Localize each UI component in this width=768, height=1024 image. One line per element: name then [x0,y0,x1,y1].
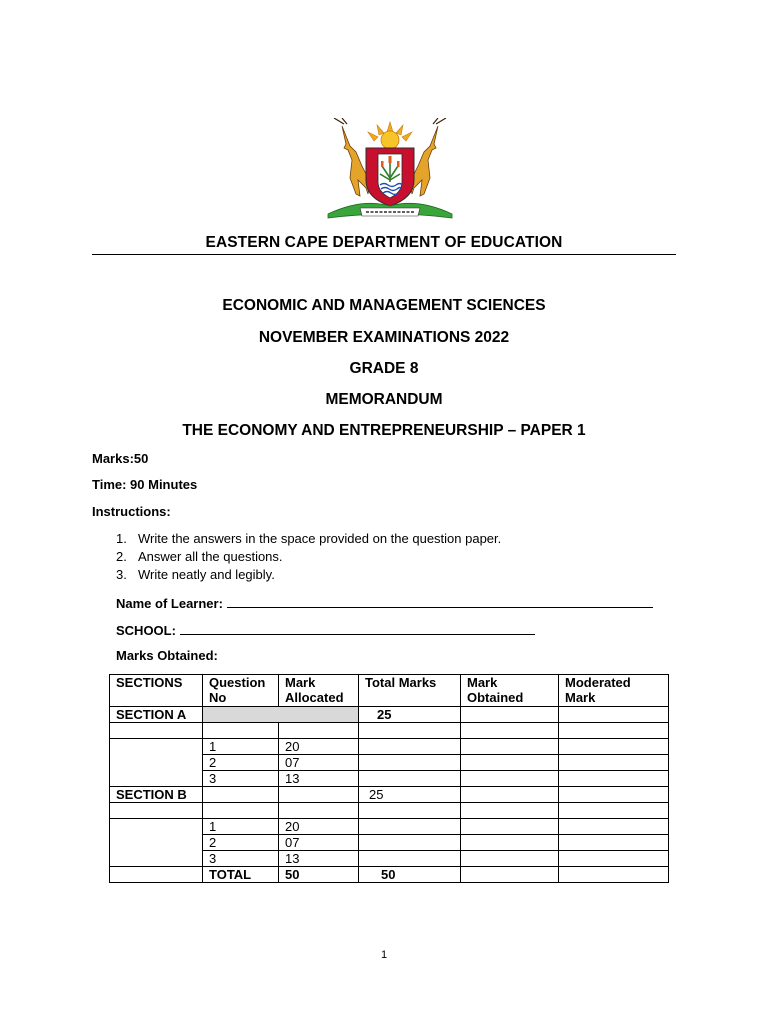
section-a-label: SECTION A [110,707,203,723]
mark-allocated-cell: 20 [279,739,359,755]
learner-name-line[interactable] [227,595,653,608]
moderated-mark-cell[interactable] [559,819,669,835]
moderated-mark-cell[interactable] [559,723,669,739]
table-row [110,723,669,739]
table-header-row [110,675,669,707]
table-row [110,787,669,803]
paper-heading: THE ECONOMY AND ENTREPRENEURSHIP – PAPER 1 [182,422,586,439]
moderated-mark-cell[interactable] [559,867,669,883]
question-no-cell: 3 [203,851,279,867]
instructions-label: Instructions: [92,504,171,519]
grade-heading: GRADE 8 [349,360,419,377]
instruction-item: 1. Write the answers in the space provided on the question paper. [116,531,502,546]
mark-obtained-cell[interactable] [461,787,559,803]
table-total-row [110,867,669,883]
subject-heading: ECONOMIC AND MANAGEMENT SCIENCES [222,297,546,314]
question-no-cell: 2 [203,835,279,851]
mark-allocated-cell: 07 [279,835,359,851]
section-a-total: 25 [359,707,461,723]
moderated-mark-cell[interactable] [559,835,669,851]
marks-label: Marks:50 [92,451,149,466]
mark-obtained-cell[interactable] [461,851,559,867]
mark-allocated-cell: 13 [279,851,359,867]
moderated-mark-cell[interactable] [559,851,669,867]
mark-obtained-cell[interactable] [461,803,559,819]
mark-obtained-cell[interactable] [461,755,559,771]
section-a-group-cell [110,739,203,787]
memorandum-heading: MEMORANDUM [325,391,443,408]
header-moderated-mark: Moderated Mark [559,675,669,707]
table-row [110,803,669,819]
mark-obtained-cell[interactable] [461,819,559,835]
header-mark-allocated: Mark Allocated [279,675,359,707]
total-marks-value: 50 [359,867,461,883]
mark-obtained-cell[interactable] [461,835,559,851]
moderated-mark-cell[interactable] [559,787,669,803]
mark-allocated-cell: 13 [279,771,359,787]
section-b-label: SECTION B [110,787,203,803]
section-b-group-cell [110,819,203,867]
moderated-mark-cell[interactable] [559,739,669,755]
instructions-list [116,530,501,584]
shaded-cell [203,707,359,723]
moderated-mark-cell[interactable] [559,771,669,787]
mark-allocated-cell: 20 [279,819,359,835]
exam-heading: NOVEMBER EXAMINATIONS 2022 [258,329,510,346]
instruction-item: 3. Write neatly and legibly. [116,567,275,582]
marks-table [109,674,669,883]
learner-name-label: Name of Learner: [116,596,223,611]
moderated-mark-cell[interactable] [559,707,669,723]
page-number: 1 [380,949,388,961]
table-row [110,819,669,835]
mark-obtained-cell[interactable] [461,707,559,723]
total-label: TOTAL [203,867,279,883]
department-title: EASTERN CAPE DEPARTMENT OF EDUCATION [205,234,563,251]
mark-obtained-cell[interactable] [461,723,559,739]
mark-allocated-cell: 07 [279,755,359,771]
header-sections: SECTIONS [110,675,203,707]
question-no-cell: 1 [203,739,279,755]
section-b-total: 25 [359,787,461,803]
total-mark-allocated: 50 [279,867,359,883]
mark-obtained-cell[interactable] [461,771,559,787]
question-no-cell: 1 [203,819,279,835]
question-no-cell: 2 [203,755,279,771]
table-row [110,707,669,723]
question-no-cell: 3 [203,771,279,787]
moderated-mark-cell[interactable] [559,755,669,771]
header-question-no: Question No [203,675,279,707]
learner-name-field [116,595,653,611]
school-label: SCHOOL: [116,623,176,638]
header-total-marks: Total Marks [359,675,461,707]
moderated-mark-cell[interactable] [559,803,669,819]
table-row [110,739,669,755]
header-mark-obtained: Mark Obtained [461,675,559,707]
mark-obtained-cell[interactable] [461,867,559,883]
school-line[interactable] [180,622,535,635]
instruction-item: 2. Answer all the questions. [116,549,283,564]
school-field [116,622,535,638]
coat-of-arms-logo [322,118,458,224]
title-divider [92,254,676,255]
marks-obtained-label: Marks Obtained: [116,648,218,663]
time-label: Time: 90 Minutes [92,477,198,492]
mark-obtained-cell[interactable] [461,739,559,755]
